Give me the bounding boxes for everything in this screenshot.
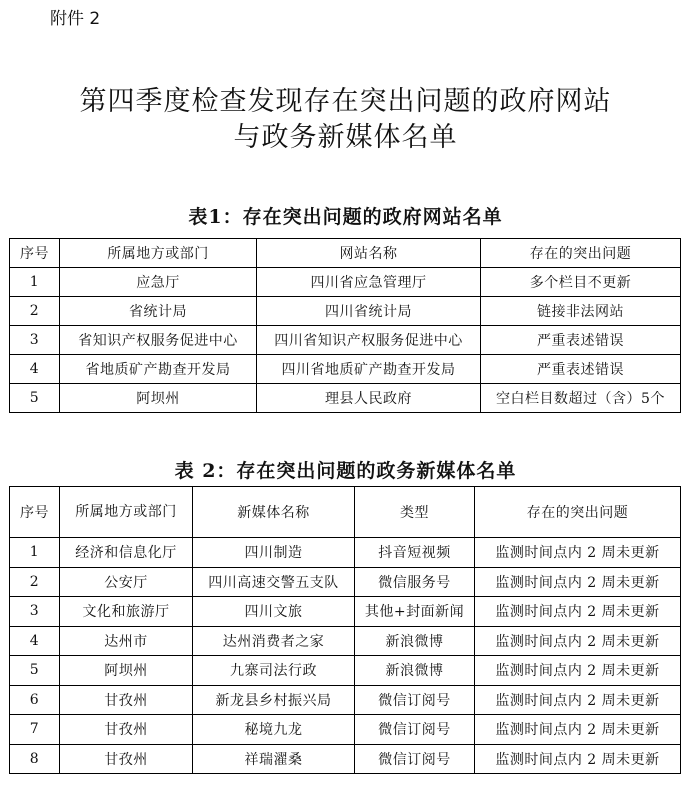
cell-department: 公安厅 — [60, 567, 193, 597]
table-row — [10, 685, 681, 715]
cell-department: 甘孜州 — [60, 685, 193, 715]
table-row — [10, 656, 681, 686]
cell-issue: 监测时间点内 2 周未更新 — [475, 597, 681, 627]
cell-index: 5 — [10, 656, 60, 686]
header-type: 类型 — [355, 487, 475, 538]
cell-issue: 空白栏目数超过（含）5个 — [481, 384, 681, 413]
cell-department: 阿坝州 — [60, 384, 257, 413]
cell-type: 抖音短视频 — [355, 538, 475, 568]
cell-website-name: 理县人民政府 — [257, 384, 481, 413]
cell-index: 2 — [10, 297, 60, 326]
table-row — [10, 355, 681, 384]
cell-issue: 严重表述错误 — [481, 355, 681, 384]
cell-department: 阿坝州 — [60, 656, 193, 686]
cell-issue: 监测时间点内 2 周未更新 — [475, 567, 681, 597]
cell-index: 3 — [10, 326, 60, 355]
cell-department: 经济和信息化厅 — [60, 538, 193, 568]
cell-issue: 多个栏目不更新 — [481, 268, 681, 297]
table-row — [10, 744, 681, 774]
cell-media-name: 四川文旅 — [193, 597, 355, 627]
header-department: 所属地方或部门 — [60, 239, 257, 268]
new-media-table — [9, 486, 681, 774]
cell-issue: 监测时间点内 2 周未更新 — [475, 656, 681, 686]
cell-media-name: 秘境九龙 — [193, 715, 355, 745]
cell-media-name: 达州消费者之家 — [193, 626, 355, 656]
cell-media-name: 新龙县乡村振兴局 — [193, 685, 355, 715]
cell-issue: 监测时间点内 2 周未更新 — [475, 744, 681, 774]
document-title-line1: 第四季度检查发现存在突出问题的政府网站 — [79, 86, 612, 117]
header-index: 序号 — [10, 239, 60, 268]
document-title-line2: 与政务新媒体名单 — [233, 122, 458, 153]
cell-media-name: 祥瑞濯桑 — [193, 744, 355, 774]
cell-index: 1 — [10, 268, 60, 297]
table1-caption: 表1：存在突出问题的政府网站名单 — [188, 206, 503, 228]
header-index: 序号 — [10, 487, 60, 538]
cell-index: 7 — [10, 715, 60, 745]
cell-website-name: 四川省知识产权服务促进中心 — [257, 326, 481, 355]
cell-website-name: 四川省应急管理厅 — [257, 268, 481, 297]
cell-department: 达州市 — [60, 626, 193, 656]
table-header-row — [10, 239, 681, 268]
cell-issue: 监测时间点内 2 周未更新 — [475, 538, 681, 568]
table-row — [10, 597, 681, 627]
table-row — [10, 567, 681, 597]
cell-issue: 监测时间点内 2 周未更新 — [475, 715, 681, 745]
table-row — [10, 715, 681, 745]
websites-table — [9, 238, 681, 413]
cell-type: 微信订阅号 — [355, 744, 475, 774]
cell-media-name: 四川高速交警五支队 — [193, 567, 355, 597]
table-row — [10, 538, 681, 568]
cell-index: 8 — [10, 744, 60, 774]
cell-type: 新浪微博 — [355, 626, 475, 656]
cell-department: 文化和旅游厅 — [60, 597, 193, 627]
cell-department: 省知识产权服务促进中心 — [60, 326, 257, 355]
cell-media-name: 九寨司法行政 — [193, 656, 355, 686]
cell-type: 微信订阅号 — [355, 715, 475, 745]
cell-index: 6 — [10, 685, 60, 715]
cell-index: 2 — [10, 567, 60, 597]
table-row — [10, 384, 681, 413]
cell-department: 应急厅 — [60, 268, 257, 297]
table-header-row — [10, 487, 681, 538]
table-row — [10, 297, 681, 326]
cell-issue: 监测时间点内 2 周未更新 — [475, 685, 681, 715]
cell-media-name: 四川制造 — [193, 538, 355, 568]
table2-caption: 表 2：存在突出问题的政务新媒体名单 — [174, 460, 517, 482]
header-department: 所属地方或部门 — [60, 487, 193, 538]
cell-issue: 监测时间点内 2 周未更新 — [475, 626, 681, 656]
cell-department: 甘孜州 — [60, 715, 193, 745]
header-issue: 存在的突出问题 — [475, 487, 681, 538]
cell-website-name: 四川省统计局 — [257, 297, 481, 326]
cell-department: 省统计局 — [60, 297, 257, 326]
cell-index: 3 — [10, 597, 60, 627]
cell-type: 微信服务号 — [355, 567, 475, 597]
header-issue: 存在的突出问题 — [481, 239, 681, 268]
table-row — [10, 268, 681, 297]
cell-type: 新浪微博 — [355, 656, 475, 686]
cell-index: 5 — [10, 384, 60, 413]
cell-issue: 严重表述错误 — [481, 326, 681, 355]
table-row — [10, 626, 681, 656]
header-media-name: 新媒体名称 — [193, 487, 355, 538]
cell-type: 其他+封面新闻 — [355, 597, 475, 627]
cell-department: 省地质矿产勘查开发局 — [60, 355, 257, 384]
cell-index: 4 — [10, 355, 60, 384]
cell-website-name: 四川省地质矿产勘查开发局 — [257, 355, 481, 384]
header-website-name: 网站名称 — [257, 239, 481, 268]
attachment-label: 附件 2 — [50, 9, 101, 29]
table-row — [10, 326, 681, 355]
cell-department: 甘孜州 — [60, 744, 193, 774]
cell-index: 1 — [10, 538, 60, 568]
cell-index: 4 — [10, 626, 60, 656]
cell-issue: 链接非法网站 — [481, 297, 681, 326]
cell-type: 微信订阅号 — [355, 685, 475, 715]
